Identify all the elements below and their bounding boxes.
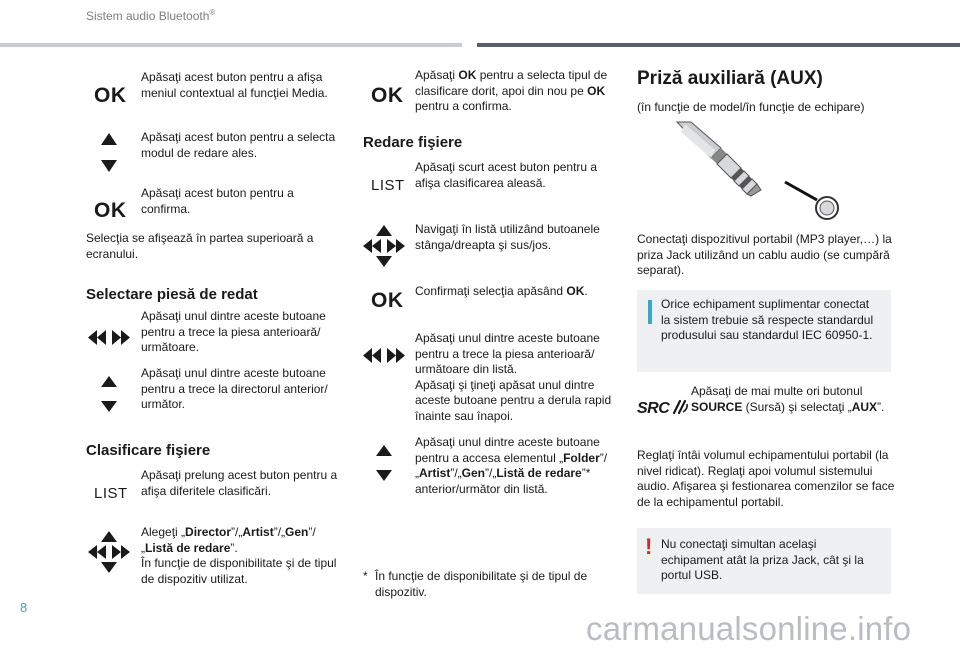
col2-text-2: Apăsaţi scurt acest buton pentru a afişa clasificarea aleasă. (415, 160, 598, 190)
aux-subtitle: (în funcţie de model/în funcţie de echipare) (637, 100, 865, 114)
header-rule-left (0, 43, 462, 47)
up-down-arrows-icon (100, 133, 118, 173)
col1-text-7: Apăsaţi prelung acest buton pentru a afişa diferitele clasificări. (141, 468, 338, 498)
info-marker-icon (648, 300, 652, 324)
col3-text-2: Apăsaţi de mai multe ori butonul SOURCE (Sursă) şi selectaţi „AUX”. (691, 384, 885, 414)
col2-text-3: Navigaţi în listă utilizând butoanele stânga/dreapta şi sus/jos. (415, 222, 600, 252)
col1-text-6: Apăsaţi unul dintre aceste butoane pentru a trece la directorul anterior/ următor. (141, 366, 328, 411)
col1-text-4: Selecţia se afişează în partea superioară a ecranului. (86, 231, 314, 261)
prev-next-arrows-icon (88, 330, 130, 345)
footnote: În funcţie de disponibilitate şi de tipul de dispozitiv. (375, 569, 588, 599)
page-number: 8 (20, 600, 28, 615)
col1-text-3: Apăsaţi acest buton pentru a confirma. (141, 186, 294, 216)
up-down-arrows-icon (375, 445, 393, 481)
up-down-arrows-icon (100, 376, 118, 412)
footnote-mark: * (363, 569, 368, 583)
col1-text-2: Apăsaţi acest buton pentru a selecta modul de redare ales. (141, 130, 336, 160)
warning-note-text: Nu conectaţi simultan acelaşi echipament atât la priza Jack, cât şi la portul USB. (661, 537, 864, 582)
jack-plug-icon (677, 122, 842, 222)
four-way-arrows-icon (363, 225, 405, 267)
col1-text-8: Alegeţi „Director”/„Artist”/„Gen”/ „Listă de redare”. În funcţie de disponibilitate şi de tipul de dispozitiv utilizat. (141, 525, 337, 586)
prev-next-arrows-icon (363, 348, 405, 363)
four-way-arrows-icon (88, 531, 130, 573)
page-header-title: Sistem audio Bluetooth® (86, 8, 216, 23)
src-button-icon: SRC (637, 400, 689, 418)
phone-icon (671, 400, 689, 414)
col2-text-5: Apăsaţi unul dintre aceste butoane pentru a trece la piesa anterioară/ următoare din listă. Apăsaţi şi ţineţi apăsat unul dintre aceste butoane pentru a derula rapid înainte sau înapoi. (415, 331, 612, 423)
ok-button-icon: OK (94, 199, 127, 222)
ok-button-icon: OK (94, 84, 127, 107)
col2-text-4: Confirmaţi selecţia apăsând OK. (415, 284, 588, 298)
info-note-text: Orice echipament suplimentar conectat la sistem trebuie să respecte standardul produsului sau standardul IEC 60950-1. (661, 297, 874, 342)
ok-button-icon: OK (371, 289, 404, 312)
section-heading-select-track: Selectare piesă de redat (86, 286, 258, 303)
section-heading-aux: Priză auxiliară (AUX) (637, 68, 823, 89)
col3-text-3: Reglaţi întâi volumul echipamentului portabil (la nivel ridicat). Reglaţi apoi volumul sistemului audio. Afişarea şi festionarea comenzilor se face de la echipamentul portabil. (637, 448, 895, 509)
warning-note-box (637, 528, 891, 594)
info-note-box (637, 290, 891, 372)
watermark: carmanualsonline.info (586, 610, 912, 647)
col1-text-5: Apăsaţi unul dintre aceste butoane pentru a trece la piesa anterioară/ următoare. (141, 309, 326, 354)
section-heading-play-files: Redare fişiere (363, 134, 463, 151)
header-rule-right (477, 43, 960, 47)
list-button-icon: LIST (94, 485, 128, 502)
section-heading-file-classification: Clasificare fişiere (86, 442, 211, 459)
list-button-icon: LIST (371, 177, 405, 194)
registered-mark: ® (209, 8, 216, 17)
col1-text-1: Apăsaţi acest buton pentru a afişa meniul contextual al funcţiei Media. (141, 70, 328, 100)
ok-button-icon: OK (371, 84, 404, 107)
col2-text-6: Apăsaţi unul dintre aceste butoane pentru a accesa elementul „Folder”/ „Artist”/„Gen”/„Listă de redare”* anterior/următor din listă. (415, 435, 608, 496)
col2-text-1: Apăsaţi OK pentru a selecta tipul de clasificare dorit, apoi din nou pe OK pentru a confirma. (415, 68, 608, 113)
warning-exclamation-icon: ! (645, 534, 653, 559)
col3-text-1: Conectaţi dispozitivul portabil (MP3 player,…) la priza Jack utilizând un cablu audio (se cumpără separat). (637, 232, 892, 277)
